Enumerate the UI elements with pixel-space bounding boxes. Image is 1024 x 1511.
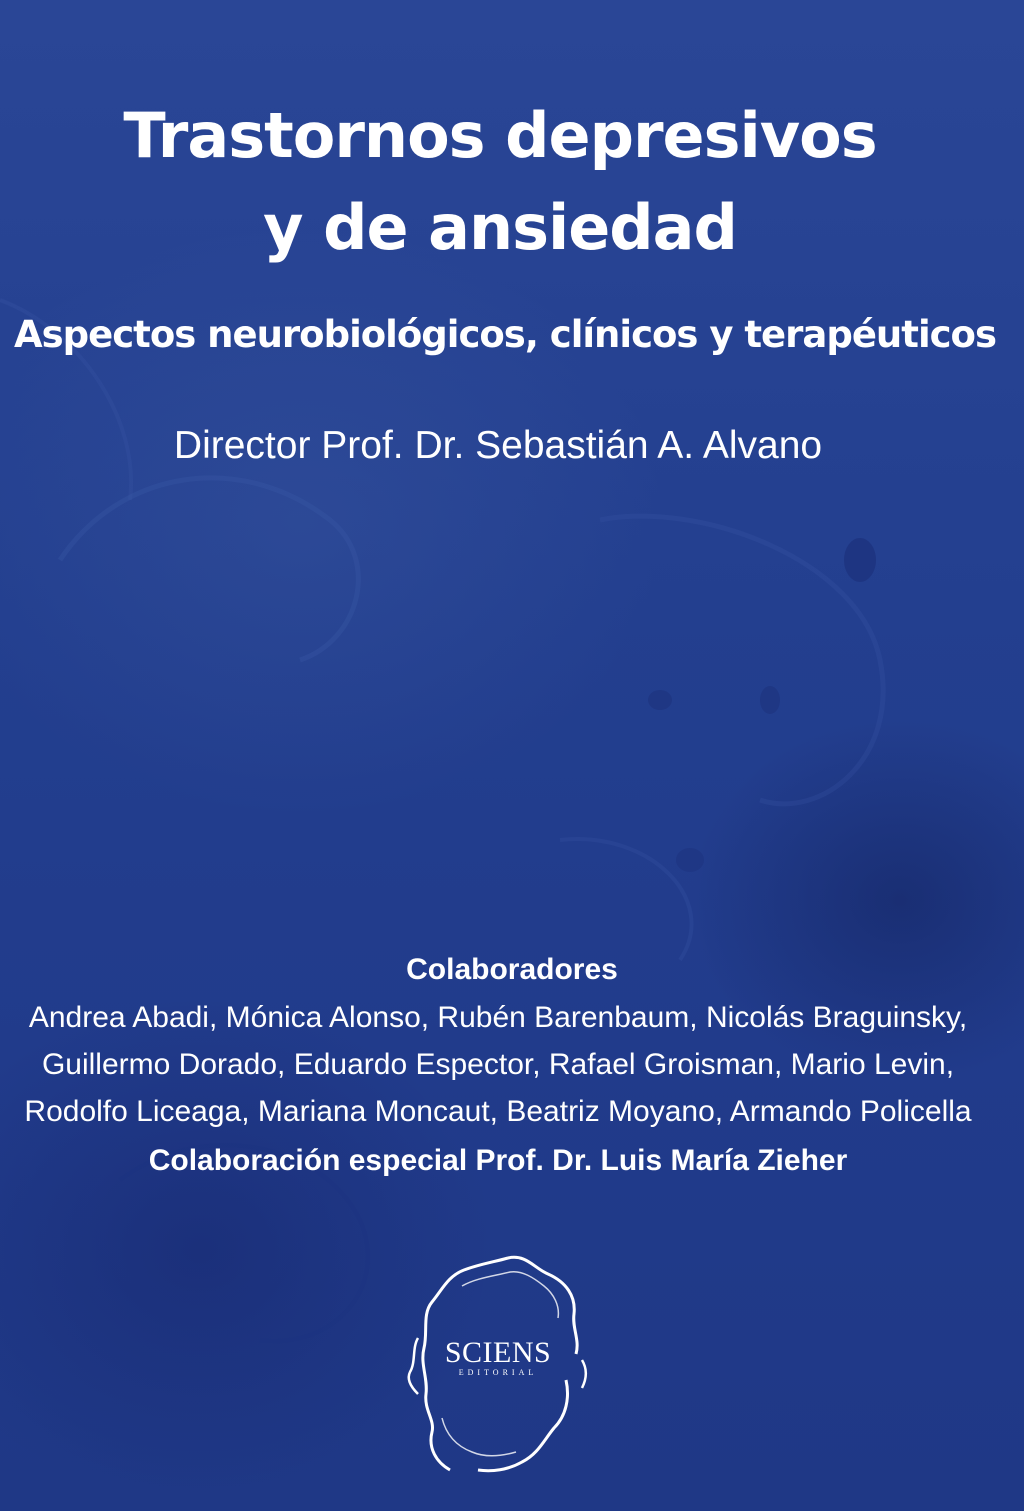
collaborators-line: Guillermo Dorado, Eduardo Espector, Rafael Groisman, Mario Levin, [41, 1048, 955, 1081]
title-line-2: y de ansiedad [263, 191, 737, 264]
title-line-1: Trastornos depresivos [123, 99, 877, 172]
collaborators-heading: Colaboradores [406, 953, 618, 986]
publisher-subtitle: EDITORIAL [458, 1368, 538, 1377]
collaborators-line: Andrea Abadi, Mónica Alonso, Rubén Barenbaum, Nicolás Braguinsky, [28, 1001, 968, 1034]
publisher-logo [398, 1248, 598, 1478]
subtitle: Aspectos neurobiológicos, clínicos y terapéuticos [13, 313, 997, 356]
director: Director Prof. Dr. Sebastián A. Alvano [173, 424, 823, 467]
publisher-name: SCIENS [444, 1336, 552, 1369]
special-collaboration: Colaboración especial Prof. Dr. Luis María Zieher [148, 1144, 848, 1177]
collaborators-line: Rodolfo Liceaga, Mariana Moncaut, Beatriz Moyano, Armando Policella [24, 1095, 972, 1128]
